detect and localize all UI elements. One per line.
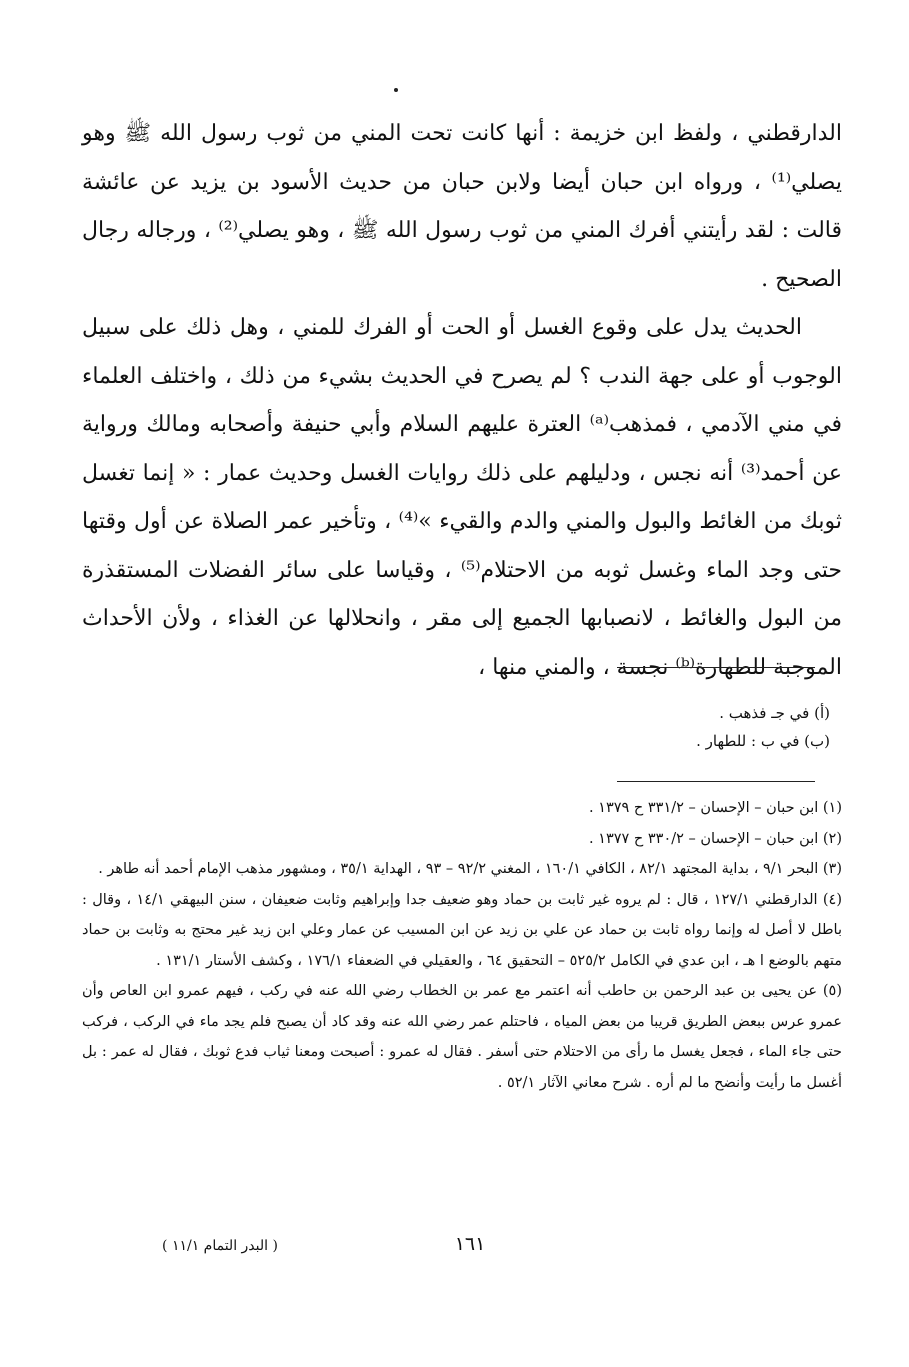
variants-divider	[617, 667, 815, 668]
footnote: (٤) الدارقطني ١٢٧/١ ، قال : لم يروه غير ثابت بن حماد وهو ضعيف جدا وإبراهيم وثابت ضعيفان ، سنن البيهقي ١٤/١ ، وقال : باطل لا أصل له وإنما رواه ثابت بن حماد عن علي بن زيد عن ابن المسيب عن عمار وعلي ابن زيد غير محتج به وثابت بن حماد متهم بالوضع ا هـ ، ابن عدي في الكامل ٥٢٥/٢ – التحقيق ٦٤ ، والعقيلي في الضعفاء ١٧٦/١ ، وكشف الأستار ١٣١/١ .	[82, 891, 842, 969]
footnotes-divider	[617, 781, 815, 782]
decorative-dot	[394, 88, 398, 92]
footnote: (٥) عن يحيى بن عبد الرحمن بن حاطب أنه اعتمر مع عمر بن الخطاب رضي الله عنه في ركب ، فيهم عمرو ابن العاص وأن عمرو عرس ببعض الطريق قريبا من بعض المياه ، فاحتلم عمر رضي الله عنه وقد كاد أن يصبح فلم يجد ماء في الركب ، فركب حتى جاء الماء ، فجعل يغسل ما رأى من الاحتلام حتى أسفر . فقال له عمرو : أصبحت ومعنا ثياب فدع ثوبك ، فقال له عمر : بل أغسل ما رأيت وأنضح ما لم أره . شرح معاني الآثار ٥٢/١ .	[82, 983, 842, 1091]
main-text	[82, 110, 842, 692]
page-number: ١٦١	[454, 1233, 486, 1255]
paragraph-1: الدارقطني ، ولفظ ابن خزيمة : أنها كانت تحت المني من ثوب رسول الله ﷺ وهو يصلي⁽¹⁾ ، ورواه ابن حبان أيضا ولابن حبان من حديث الأسود بن يزيد عن عائشة قالت : لقد رأيتني أفرك المني من ثوب رسول الله ﷺ ، وهو يصلي⁽²⁾ ، ورجاله رجال الصحيح .	[82, 121, 842, 292]
paragraph-2: الحديث يدل على وقوع الغسل أو الحت أو الفرك للمني ، وهل ذلك على سبيل الوجوب أو على جهة الندب ؟ لم يصرح في الحديث بشيء من ذلك ، واختلف العلماء في مني الآدمي ، فمذهب⁽ᵃ⁾ العترة عليهم السلام وأبي حنيفة وأصحابه ومالك ورواية عن أحمد⁽³⁾ أنه نجس ، ودليلهم على ذلك روايات الغسل وحديث عمار : « إنما تغسل ثوبك من الغائط والبول والمني والدم والقيء »⁽⁴⁾ ، وتأخير عمر الصلاة عن أول وقتها حتى وجد الماء وغسل ثوبه من الاحتلام⁽⁵⁾ ، وقياسا على سائر الفضلات المستقذرة من البول والغائط ، لانصبابها الجميع إلى مقر ، وانحلالها عن الغذاء ، ولأن الأحداث الموجبة للطهارة⁽ᵇ⁾ نجسة ، والمني منها ،	[82, 315, 843, 680]
footnote: (٣) البحر ٩/١ ، بداية المجتهد ٨٢/١ ، الكافي ١٦٠/١ ، المغني ٩٢/٢ – ٩٣ ، الهداية ٣٥/١ ، ومشهور مذهب الإمام أحمد أنه طاهر .	[98, 861, 842, 877]
variant-note: (ب) في ب : للطهار .	[696, 732, 830, 750]
variant-note: (أ) في جـ فذهب .	[719, 704, 830, 722]
footnote: (٢) ابن حبان – الإحسان – ٣٣٠/٢ ح ١٣٧٧ .	[588, 830, 842, 847]
footnotes	[82, 793, 842, 1098]
running-footer: ( البدر التمام ١١/١ )	[162, 1238, 278, 1254]
footnote: (١) ابن حبان – الإحسان – ٣٣١/٢ ح ١٣٧٩ .	[588, 800, 842, 816]
manuscript-variants	[350, 699, 830, 755]
